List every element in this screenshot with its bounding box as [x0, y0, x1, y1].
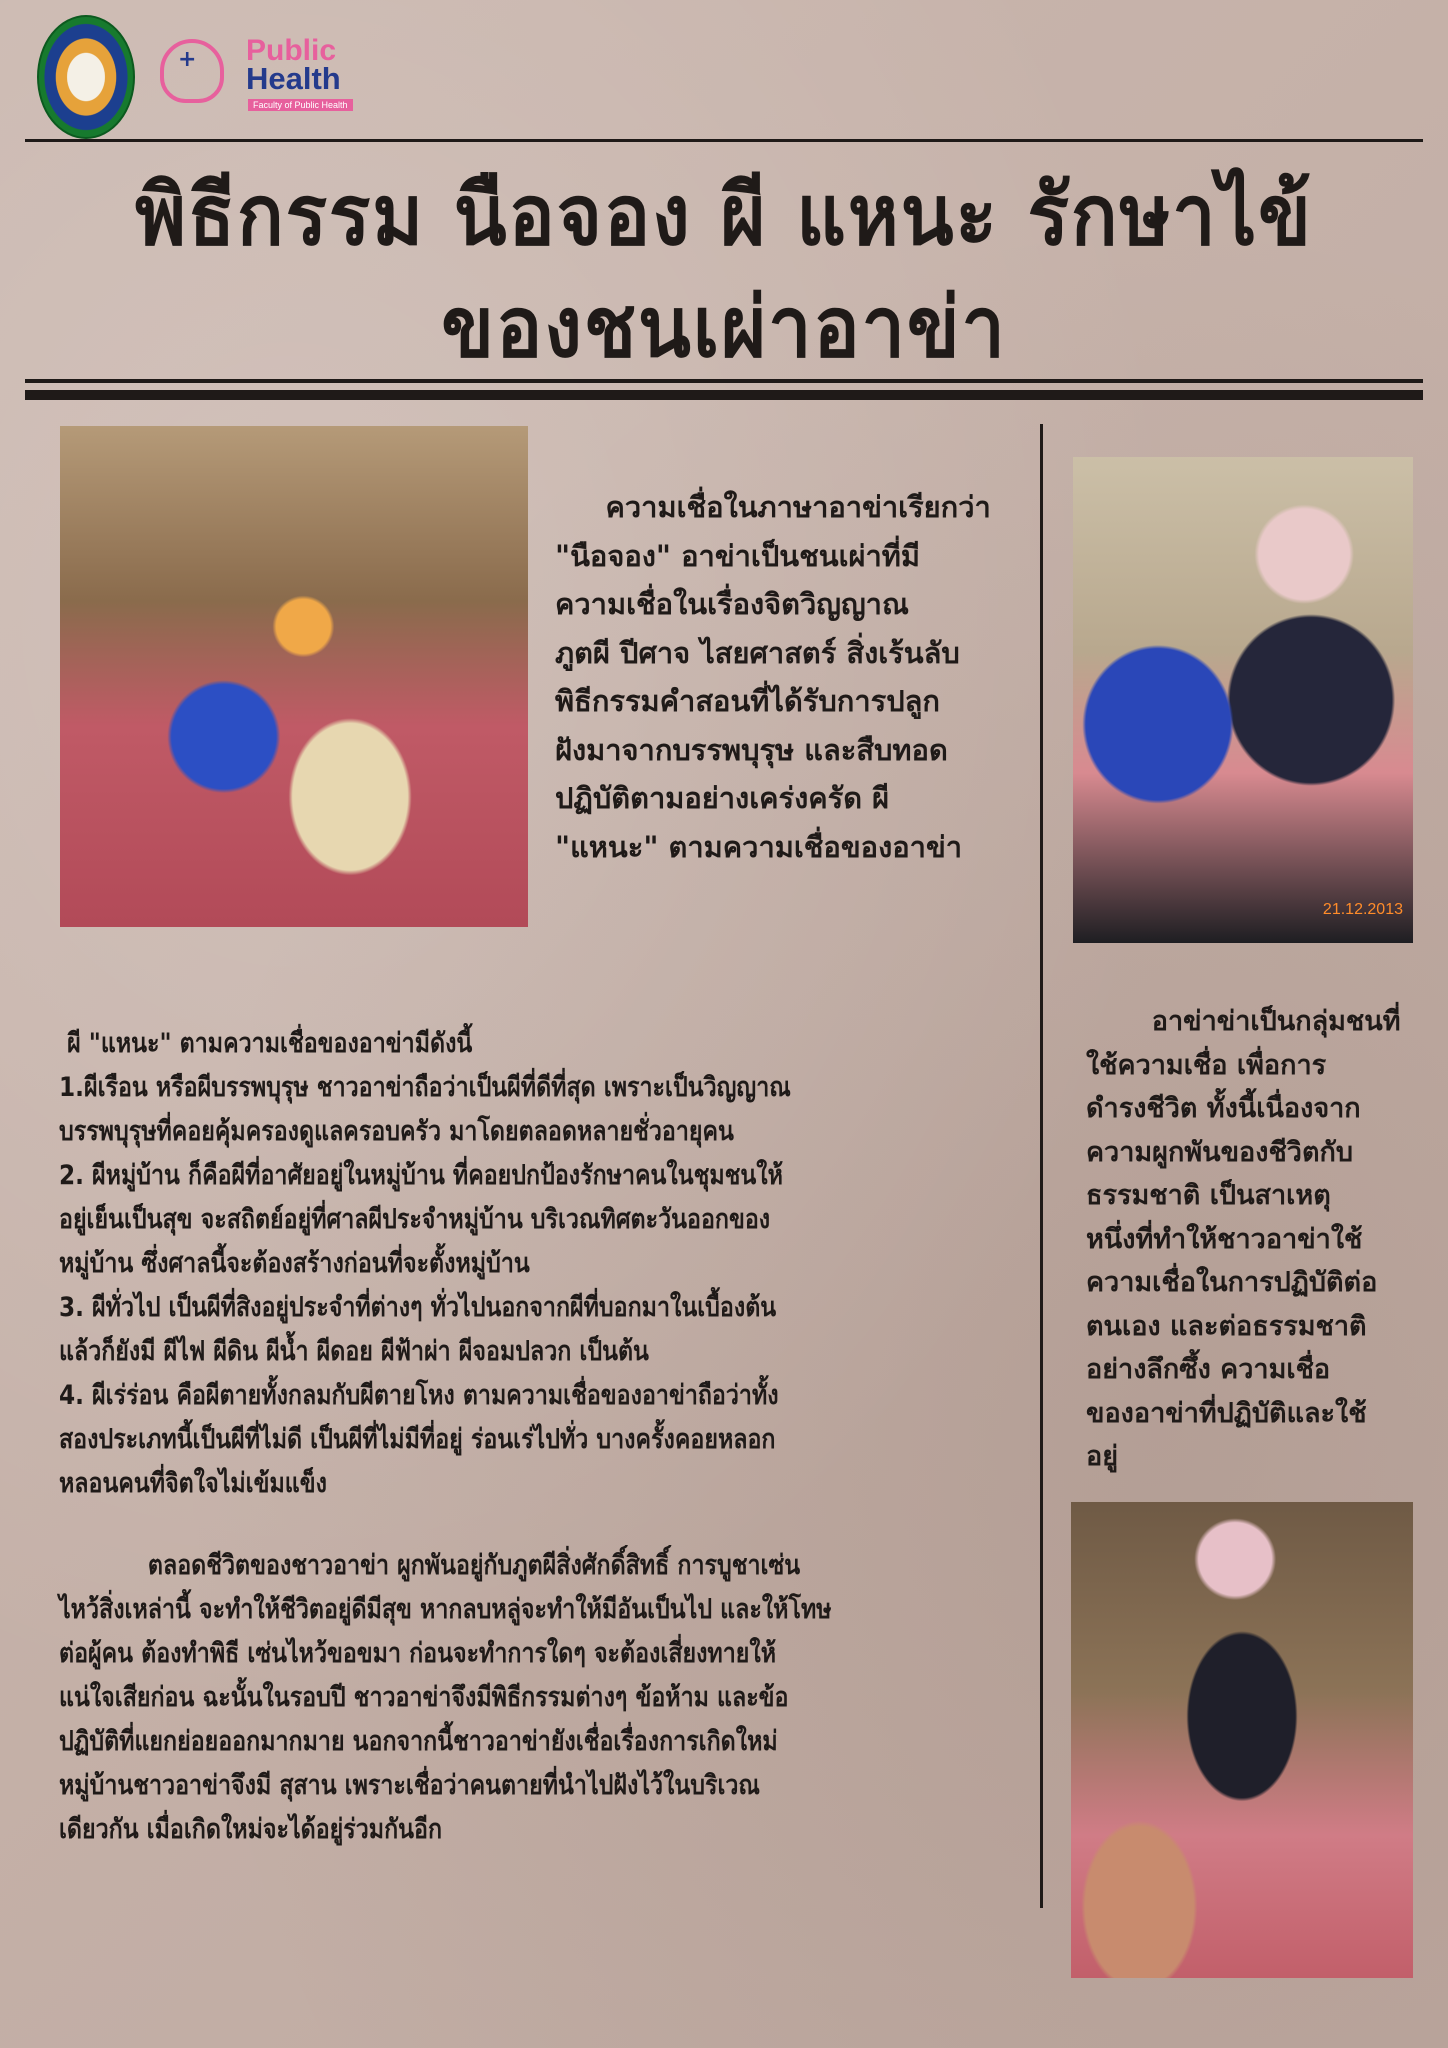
text-line: ความเชื่อในภาษาอาข่าเรียกว่า [555, 490, 991, 524]
university-seal-logo [37, 15, 135, 139]
text-line: แน่ใจเสียก่อน ฉะนั้นในรอบปี ชาวอาข่าจึงมีพิธีกรรมต่างๆ ข้อห้าม และข้อ [59, 1682, 789, 1713]
text-line: ความผูกพันของชีวิตกับ [1086, 1136, 1353, 1168]
heart-stethoscope-icon: + [160, 39, 224, 103]
text-line: ฝังมาจากบรรพบุรุษ และสืบทอด [555, 732, 948, 767]
list-item: หมู่บ้าน ซึ่งศาลนี้จะต้องสร้างก่อนที่จะตั้งหมู่บ้าน [59, 1248, 530, 1279]
text-line: ความเชื่อในเรื่องจิตวิญญาณ [555, 587, 909, 621]
public-health-logo [160, 35, 380, 120]
text-line: ดำรงชีวิต ทั้งนี้เนื่องจาก [1086, 1093, 1361, 1124]
title-divider-thick [25, 390, 1423, 400]
photo-healing-ritual [1073, 457, 1413, 943]
list-item: แล้วก็ยังมี ผีไฟ ผีดิน ผีน้ำ ผีดอย ผีฟ้าผ่า ผีจอมปลวก เป็นต้น [59, 1336, 649, 1367]
closing-paragraph [59, 1544, 832, 1852]
list-item: 2. ผีหมู่บ้าน ก็คือผีที่อาศัยอยู่ในหมู่บ้าน ที่คอยปกป้องรักษาคนในชุมชนให้ [59, 1160, 783, 1191]
text-line: หนึ่งที่ทำให้ชาวอาข่าใช้ [1086, 1223, 1363, 1255]
photo-date-stamp: 21.12.2013 [1322, 901, 1403, 918]
list-item: 4. ผีเร่ร่อน คือผีตายทั้งกลมกับผีตายโหง ตามความเชื่อของอาข่าถือว่าทั้ง [59, 1380, 779, 1411]
list-item: อยู่เย็นเป็นสุข จะสถิตย์อยู่ที่ศาลผีประจำหมู่บ้าน บริเวณทิศตะวันออกของ [59, 1204, 771, 1235]
list-heading: ผี "แหนะ" ตามความเชื่อของอาข่ามีดังนี้ [59, 1028, 473, 1059]
logo-text-public: Public [246, 34, 337, 67]
top-divider [25, 139, 1423, 142]
intro-paragraph [555, 483, 991, 871]
column-divider [1040, 424, 1043, 1908]
text-line: "แหนะ" ตามความเชื่อของอาข่า [555, 829, 963, 864]
text-line: หมู่บ้านชาวอาข่าจึงมี สุสาน เพราะเชื่อว่าคนตายที่นำไปฝังไว้ในบริเวณ [59, 1770, 760, 1801]
text-line: ธรรมชาติ เป็นสาเหตุ [1086, 1180, 1331, 1211]
text-line: อยู่ [1086, 1441, 1119, 1472]
text-line: อาข่าข่าเป็นกลุ่มชนที่ [1086, 1006, 1401, 1037]
list-item: บรรพบุรุษที่คอยคุ้มครองดูแลครอบครัว มาโดยตลอดหลายชั่วอายุคน [59, 1116, 734, 1147]
text-line: ความเชื่อในการปฏิบัติต่อ [1086, 1267, 1378, 1298]
text-line: ต่อผู้คน ต้องทำพิธี เซ่นไหว้ขอขมา ก่อนจะทำการใดๆ จะต้องเสี่ยงทายให้ [59, 1638, 777, 1669]
text-line: ใช้ความเชื่อ เพื่อการ [1086, 1049, 1327, 1081]
title-divider-thin [25, 379, 1423, 383]
list-item: หลอนคนที่จิตใจไม่เข้มแข็ง [59, 1468, 327, 1499]
page-title-line1: พิธีกรรม นือจอง ผี แหนะ รักษาไข้ [135, 166, 1313, 264]
text-line: ตลอดชีวิตของชาวอาข่า ผูกพันอยู่กับภูตผีสิ่งศักดิ์สิทธิ์ การบูชาเซ่น [59, 1550, 801, 1581]
photo-ritual-meal [60, 426, 528, 927]
photo-shaman-ritual [1071, 1502, 1413, 1978]
text-line: พิธีกรรมคำสอนที่ได้รับการปลูก [555, 684, 940, 718]
text-line: ปฏิบัติที่แยกย่อยออกมากมาย นอกจากนี้ชาวอาข่ายังเชื่อเรื่องการเกิดใหม่ [59, 1726, 778, 1757]
text-line: อย่างลึกซึ้ง ความเชื่อ [1086, 1354, 1331, 1385]
logo-text-health: Health [246, 61, 341, 96]
list-item: 1.ผีเรือน หรือผีบรรพบุรุษ ชาวอาข่าถือว่าเป็นผีที่ดีที่สุด เพราะเป็นวิญญาณ [59, 1072, 791, 1103]
list-item: สองประเภทนี้เป็นผีที่ไม่ดี เป็นผีที่ไม่มีที่อยู่ ร่อนเร่ไปทั่ว บางครั้งคอยหลอก [59, 1424, 776, 1455]
text-line: ปฏิบัติตามอย่างเคร่งครัด ผี [555, 781, 890, 815]
text-line: ไหว้สิ่งเหล่านี้ จะทำให้ชีวิตอยู่ดีมีสุข หากลบหลู่จะทำให้มีอันเป็นไป และให้โทษ [59, 1594, 832, 1625]
list-item: 3. ผีทั่วไป เป็นผีที่สิงอยู่ประจำที่ต่างๆ ทั่วไปนอกจากผีที่บอกมาในเบื้องต้น [59, 1292, 777, 1323]
text-line: ของอาข่าที่ปฏิบัติและใช้ [1086, 1397, 1367, 1429]
spirits-list [59, 1022, 791, 1506]
text-line: ภูตผี ปีศาจ ไสยศาสตร์ สิ่งเร้นลับ [555, 635, 960, 670]
right-paragraph [1086, 1000, 1401, 1479]
text-line: เดียวกัน เมื่อเกิดใหม่จะได้อยู่ร่วมกันอีก [59, 1814, 443, 1845]
page-title-line2: ของชนเผ่าอาข่า [441, 278, 1007, 376]
text-line: "นือจอง" อาข่าเป็นชนเผ่าที่มี [555, 538, 921, 573]
logo-subtitle: Faculty of Public Health [248, 99, 353, 111]
text-line: ตนเอง และต่อธรรมชาติ [1086, 1310, 1367, 1342]
